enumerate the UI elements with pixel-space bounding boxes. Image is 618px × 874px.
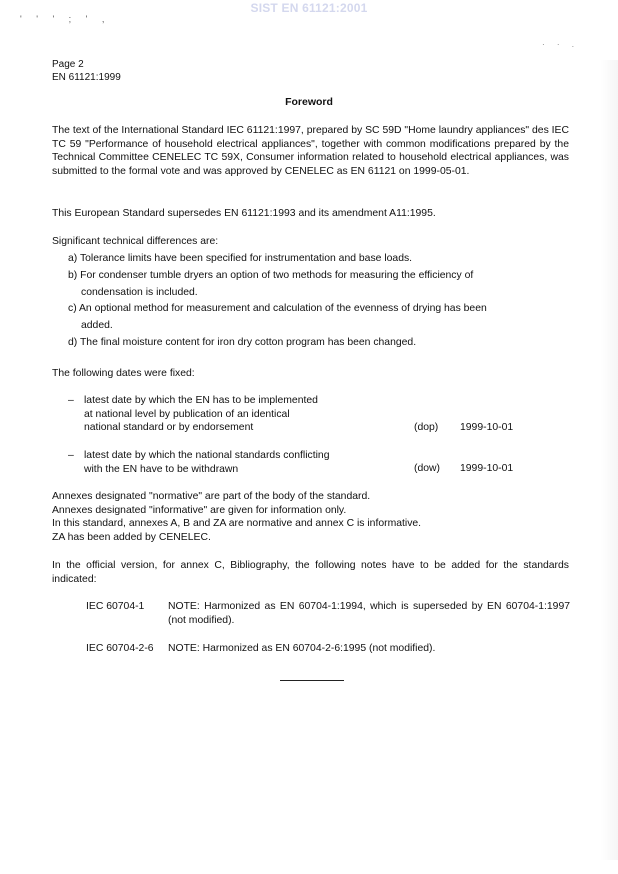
page-title: Foreword <box>285 96 333 108</box>
note-row <box>86 600 570 628</box>
dates-intro: The following dates were fixed: <box>52 368 195 379</box>
supersedes-paragraph: This European Standard supersedes EN 61121:1993 and its amendment A11:1995. <box>52 208 436 219</box>
dash-bullet: – <box>68 395 74 406</box>
date-item-dow: – latest date by which the national standards conflicting with the EN have to be withdrawn (dow) 1999-10-01 <box>68 449 538 477</box>
date-item-dop: – latest date by which the EN has to be implemented at national level by publication of an identical national standard or by endorsement (dop) 1999-10-01 <box>68 394 538 436</box>
standard-id: EN 61121:1999 <box>52 71 121 83</box>
date-value: 1999-10-01 <box>460 463 514 474</box>
end-rule <box>280 680 344 681</box>
differences-intro: Significant technical differences are: <box>52 236 219 247</box>
page-header <box>52 59 121 84</box>
note-row <box>86 642 570 656</box>
scan-specks-right: · · . <box>542 40 579 49</box>
note-text: NOTE: Harmonized as EN 60704-1:1994, which is superseded by EN 60704-1:1997 (not modified). <box>168 601 570 626</box>
scan-specks-left: ' ' ' ; ' , <box>20 14 111 24</box>
list-item: a) Tolerance limits have been specified for instrumentation and base loads. <box>68 253 413 264</box>
differences-list <box>68 251 548 352</box>
list-item: d) The final moisture content for iron dry cotton program has been changed. <box>68 336 417 348</box>
page-number: Page 2 <box>52 59 84 70</box>
note-standard: IEC 60704-1 <box>86 601 145 612</box>
date-abbreviation: (dow) <box>414 463 440 474</box>
scan-edge-shadow <box>600 60 618 860</box>
note-standard: IEC 60704-2-6 <box>86 643 154 654</box>
annexes-paragraph: Annexes designated "normative" are part of the body of the standard. Annexes designated "informative" are given for information only. In this standard, annexes A, B and ZA are normative and annex C is informative. ZA has been added by CENELEC. <box>52 491 422 543</box>
date-value: 1999-10-01 <box>460 422 514 433</box>
list-item: b) For condenser tumble dryers an option of two methods for measuring the efficiency of condensation is included. <box>68 269 474 298</box>
watermark: SIST EN 61121:2001 <box>250 1 368 15</box>
list-item: c) An optional method for measurement and calculation of the evenness of drying has been added. <box>68 303 487 332</box>
intro-paragraph: The text of the International Standard IEC 61121:1997, prepared by SC 59D "Home laundry appliances" des IEC TC 59 "Performance of household electrical appliances", together with common modifications prepared by the Technical Committee CENELEC TC 59X, Consumer information related to household electrical appliances, was submitted to the formal vote and was approved by CENELEC as EN 61121 on 1999-05-01. <box>52 125 569 177</box>
bibliography-paragraph: In the official version, for annex C, Bibliography, the following notes have to be added for the standards indicated: <box>52 560 569 585</box>
date-abbreviation: (dop) <box>414 422 439 433</box>
dash-bullet: – <box>68 450 74 461</box>
note-text: NOTE: Harmonized as EN 60704-2-6:1995 (not modified). <box>168 643 436 654</box>
